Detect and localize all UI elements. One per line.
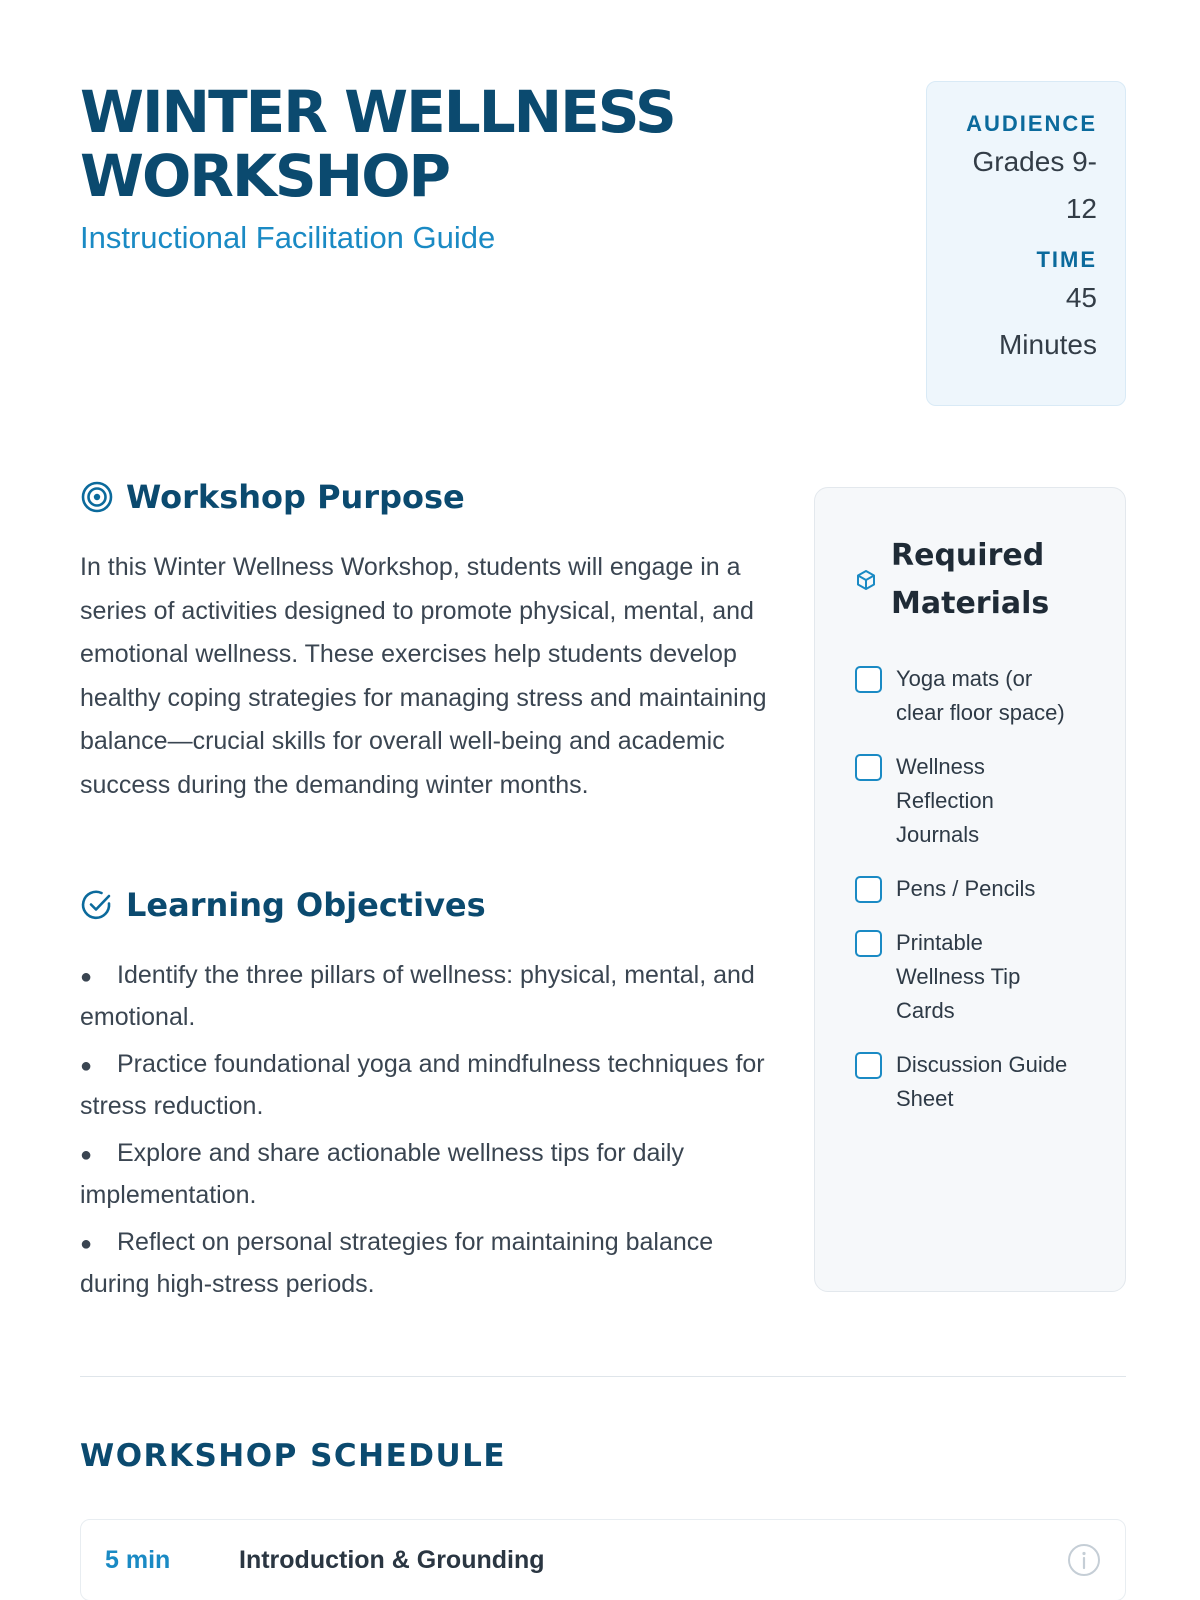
material-checkbox[interactable] — [855, 930, 882, 957]
audience-label: AUDIENCE — [966, 111, 1097, 136]
target-icon — [80, 480, 114, 514]
page-subtitle: Instructional Facilitation Guide — [80, 220, 496, 255]
section-divider — [80, 1376, 1126, 1377]
material-label: Discussion Guide Sheet — [896, 1052, 1068, 1111]
objectives-list — [80, 955, 770, 1311]
material-label: Wellness Reflection Journals — [896, 754, 994, 847]
time-value: 45 Minutes — [998, 282, 1097, 360]
purpose-heading — [80, 478, 465, 516]
material-label: Pens / Pencils — [896, 876, 1036, 901]
box-icon — [855, 569, 877, 591]
material-label: Yoga mats (or clear floor space) — [896, 666, 1065, 725]
check-circle-icon — [80, 888, 114, 922]
info-icon[interactable] — [1067, 1543, 1101, 1577]
objective-item: ● Practice foundational yoga and mindfulness techniques for stress reduction. — [80, 1050, 765, 1120]
purpose-heading-text: Workshop Purpose — [126, 478, 465, 516]
objectives-heading-text: Learning Objectives — [126, 886, 486, 924]
meta-card — [926, 81, 1126, 406]
material-item[interactable] — [855, 662, 1095, 730]
material-item[interactable] — [855, 1048, 1095, 1116]
materials-card — [814, 487, 1126, 1292]
material-checkbox[interactable] — [855, 666, 882, 693]
page-title: WINTER WELLNESS WORKSHOP — [80, 78, 675, 210]
materials-heading — [855, 532, 1095, 628]
audience-value: Grades 9-12 — [972, 146, 1097, 224]
objective-item: ● Reflect on personal strategies for maintaining balance during high-stress periods. — [80, 1228, 714, 1298]
material-checkbox[interactable] — [855, 876, 882, 903]
material-checkbox[interactable] — [855, 1052, 882, 1079]
objectives-heading — [80, 886, 486, 924]
schedule-heading: WORKSHOP SCHEDULE — [80, 1438, 507, 1474]
objective-item: ● Explore and share actionable wellness tips for daily implementation. — [80, 1139, 684, 1209]
schedule-row[interactable] — [80, 1519, 1126, 1600]
materials-heading-text: Required Materials — [891, 538, 1050, 621]
time-label: TIME — [1036, 247, 1097, 272]
schedule-time: 5 min — [105, 1545, 171, 1574]
objective-item: ● Identify the three pillars of wellness: physical, mental, and emotional. — [80, 961, 755, 1031]
material-item[interactable] — [855, 926, 1095, 1028]
purpose-text: In this Winter Wellness Workshop, students will engage in a series of activities designed to promote physical, mental, and emotional wellness. These exercises help students develop healthy coping strategies for managing stress and maintaining balance—crucial skills for overall well-being and academic success during the demanding winter months. — [80, 553, 767, 799]
schedule-title: Introduction & Grounding — [239, 1545, 545, 1574]
material-item[interactable] — [855, 872, 1095, 906]
material-label: Printable Wellness Tip Cards — [896, 930, 1021, 1023]
material-checkbox[interactable] — [855, 754, 882, 781]
material-item[interactable] — [855, 750, 1095, 852]
